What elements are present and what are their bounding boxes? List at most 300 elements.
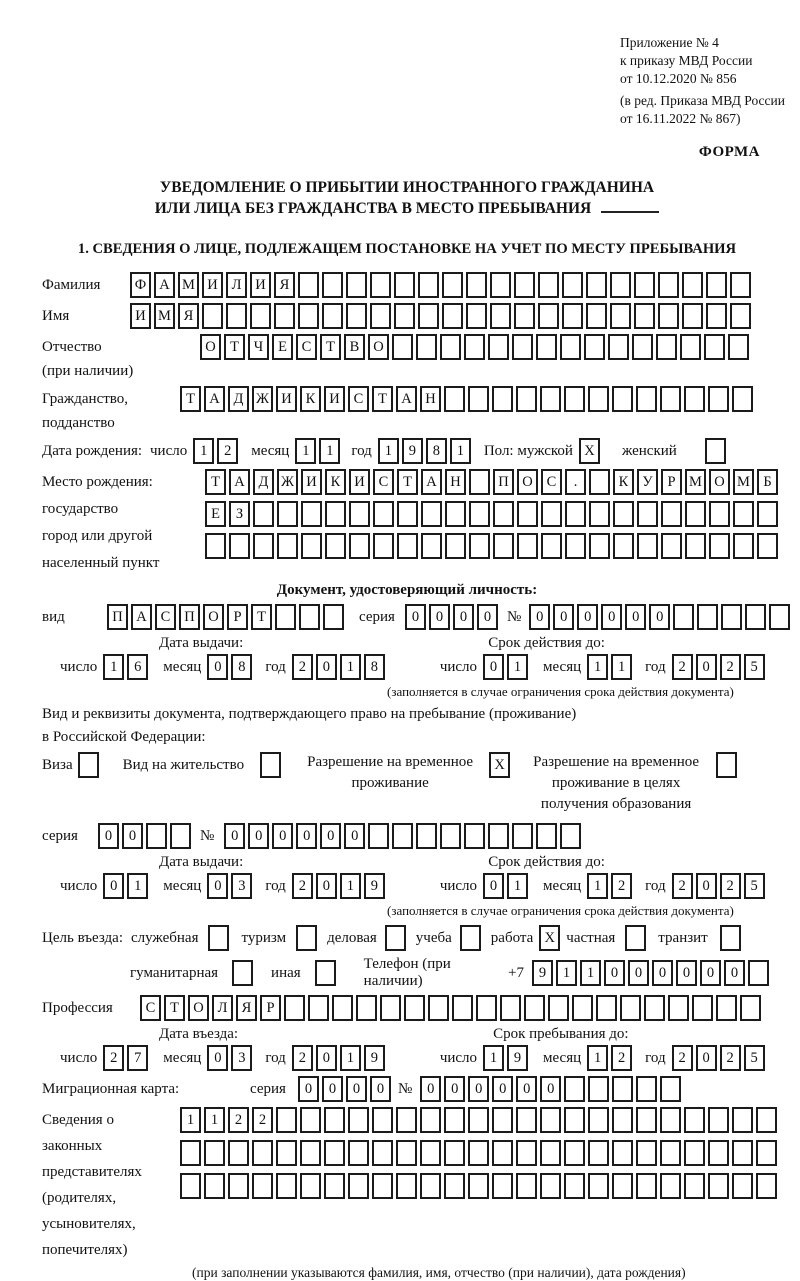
char-box[interactable] [229,533,250,559]
char-box[interactable] [588,1107,609,1133]
char-box[interactable] [277,533,298,559]
char-box[interactable]: 0 [322,1076,343,1102]
char-box[interactable] [466,272,487,298]
char-box[interactable]: 0 [483,873,504,899]
char-box[interactable] [396,1173,417,1199]
char-box[interactable] [588,386,609,412]
char-box[interactable]: 1 [193,438,214,464]
char-box[interactable]: С [296,334,317,360]
char-box[interactable] [468,1107,489,1133]
char-box[interactable]: 2 [720,1045,741,1071]
char-box[interactable] [708,386,729,412]
char-box[interactable] [250,303,271,329]
char-box[interactable] [492,386,513,412]
char-box[interactable] [658,303,679,329]
char-box[interactable] [277,501,298,527]
char-box[interactable]: 0 [248,823,269,849]
char-box[interactable] [685,533,706,559]
char-box[interactable] [466,303,487,329]
checkbox-purpose-business[interactable] [385,925,406,951]
char-box[interactable]: 1 [340,1045,361,1071]
char-box[interactable] [524,995,545,1021]
char-box[interactable]: 1 [378,438,399,464]
char-box[interactable] [682,272,703,298]
char-box[interactable] [709,501,730,527]
char-box[interactable]: 0 [207,654,228,680]
char-box[interactable] [572,995,593,1021]
char-box[interactable] [202,303,223,329]
char-box[interactable]: 3 [231,1045,252,1071]
char-box[interactable]: 5 [744,1045,765,1071]
char-box[interactable] [660,1107,681,1133]
char-box[interactable] [733,533,754,559]
char-box[interactable]: 2 [292,654,313,680]
char-box[interactable] [538,303,559,329]
char-box[interactable]: 0 [420,1076,441,1102]
char-box[interactable] [372,1173,393,1199]
char-box[interactable] [373,501,394,527]
char-box[interactable] [728,334,749,360]
char-box[interactable] [588,1140,609,1166]
char-box[interactable] [540,386,561,412]
char-box[interactable] [661,501,682,527]
checkbox-visa[interactable] [78,752,99,778]
char-box[interactable]: 0 [320,823,341,849]
char-box[interactable] [228,1173,249,1199]
char-box[interactable]: Т [397,469,418,495]
char-box[interactable]: 1 [507,873,528,899]
char-box[interactable]: 2 [292,1045,313,1071]
char-box[interactable] [608,334,629,360]
char-box[interactable]: 1 [340,873,361,899]
char-box[interactable]: О [188,995,209,1021]
char-box[interactable]: 0 [529,604,550,630]
char-box[interactable] [170,823,191,849]
char-box[interactable] [488,334,509,360]
char-box[interactable] [684,1173,705,1199]
char-box[interactable]: С [348,386,369,412]
char-box[interactable]: М [685,469,706,495]
char-box[interactable] [324,1173,345,1199]
char-box[interactable]: А [204,386,225,412]
char-box[interactable] [757,533,778,559]
char-box[interactable] [745,604,766,630]
char-box[interactable] [464,823,485,849]
char-box[interactable] [428,995,449,1021]
char-box[interactable]: Я [178,303,199,329]
char-box[interactable]: 0 [344,823,365,849]
char-box[interactable] [756,1173,777,1199]
char-box[interactable] [682,303,703,329]
char-box[interactable]: 1 [580,960,601,986]
char-box[interactable]: М [154,303,175,329]
char-box[interactable]: О [709,469,730,495]
char-box[interactable] [300,1140,321,1166]
char-box[interactable] [709,533,730,559]
char-box[interactable] [612,1173,633,1199]
char-box[interactable] [346,303,367,329]
char-box[interactable]: 0 [724,960,745,986]
char-box[interactable] [732,1140,753,1166]
char-box[interactable] [469,533,490,559]
char-box[interactable]: П [107,604,128,630]
char-box[interactable] [492,1140,513,1166]
char-box[interactable] [180,1173,201,1199]
char-box[interactable] [564,386,585,412]
char-box[interactable] [226,303,247,329]
char-box[interactable]: Ч [248,334,269,360]
char-box[interactable] [322,303,343,329]
char-box[interactable] [588,1076,609,1102]
char-box[interactable]: 0 [453,604,474,630]
char-box[interactable]: 2 [672,654,693,680]
char-box[interactable]: 0 [272,823,293,849]
char-box[interactable] [536,334,557,360]
char-box[interactable] [637,533,658,559]
char-box[interactable]: Ж [277,469,298,495]
char-box[interactable] [560,823,581,849]
char-box[interactable]: В [344,334,365,360]
char-box[interactable] [468,1140,489,1166]
char-box[interactable] [514,272,535,298]
char-box[interactable] [444,1173,465,1199]
char-box[interactable] [490,303,511,329]
char-box[interactable] [589,469,610,495]
char-box[interactable] [680,334,701,360]
char-box[interactable]: 0 [696,1045,717,1071]
char-box[interactable]: 9 [364,873,385,899]
char-box[interactable] [512,823,533,849]
char-box[interactable] [349,533,370,559]
char-box[interactable]: 0 [103,873,124,899]
char-box[interactable] [516,1140,537,1166]
char-box[interactable] [516,1107,537,1133]
char-box[interactable] [396,1107,417,1133]
checkbox-gender-female[interactable] [705,438,726,464]
char-box[interactable] [442,272,463,298]
checkbox-purpose-humanitarian[interactable] [232,960,253,986]
char-box[interactable] [684,1140,705,1166]
char-box[interactable] [420,1173,441,1199]
char-box[interactable]: И [130,303,151,329]
char-box[interactable]: 1 [556,960,577,986]
char-box[interactable] [732,386,753,412]
char-box[interactable] [356,995,377,1021]
char-box[interactable] [416,334,437,360]
char-box[interactable] [276,1107,297,1133]
char-box[interactable] [493,533,514,559]
char-box[interactable] [488,823,509,849]
char-box[interactable] [322,272,343,298]
char-box[interactable] [180,1140,201,1166]
char-box[interactable]: 2 [252,1107,273,1133]
char-box[interactable]: 6 [127,654,148,680]
char-box[interactable] [325,533,346,559]
char-box[interactable]: Т [320,334,341,360]
char-box[interactable]: 0 [553,604,574,630]
char-box[interactable]: 0 [540,1076,561,1102]
char-box[interactable]: 0 [483,654,504,680]
char-box[interactable]: О [200,334,221,360]
char-box[interactable] [538,272,559,298]
char-box[interactable] [732,1107,753,1133]
char-box[interactable]: И [324,386,345,412]
char-box[interactable] [536,823,557,849]
char-box[interactable]: 0 [98,823,119,849]
char-box[interactable] [445,533,466,559]
char-box[interactable] [769,604,790,630]
char-box[interactable]: 0 [405,604,426,630]
char-box[interactable] [298,272,319,298]
char-box[interactable] [660,1140,681,1166]
char-box[interactable] [636,386,657,412]
char-box[interactable]: 0 [649,604,670,630]
char-box[interactable]: Т [164,995,185,1021]
char-box[interactable]: 0 [601,604,622,630]
char-box[interactable]: А [396,386,417,412]
char-box[interactable] [658,272,679,298]
char-box[interactable]: 0 [316,1045,337,1071]
checkbox-temp-permit-edu[interactable] [716,752,737,778]
char-box[interactable] [548,995,569,1021]
char-box[interactable]: 0 [444,1076,465,1102]
char-box[interactable]: А [154,272,175,298]
char-box[interactable]: Т [372,386,393,412]
char-box[interactable]: Е [205,501,226,527]
char-box[interactable] [684,386,705,412]
char-box[interactable] [301,533,322,559]
char-box[interactable]: И [202,272,223,298]
char-box[interactable] [708,1107,729,1133]
char-box[interactable] [373,533,394,559]
char-box[interactable] [205,533,226,559]
char-box[interactable]: 0 [477,604,498,630]
char-box[interactable]: 0 [676,960,697,986]
char-box[interactable] [636,1140,657,1166]
char-box[interactable] [397,533,418,559]
char-box[interactable] [348,1140,369,1166]
char-box[interactable]: 3 [231,873,252,899]
char-box[interactable]: 1 [587,1045,608,1071]
char-box[interactable]: 0 [296,823,317,849]
char-box[interactable]: 0 [696,654,717,680]
char-box[interactable] [730,303,751,329]
char-box[interactable] [421,501,442,527]
char-box[interactable] [396,1140,417,1166]
char-box[interactable] [420,1107,441,1133]
char-box[interactable]: 0 [696,873,717,899]
char-box[interactable]: 1 [450,438,471,464]
char-box[interactable]: К [613,469,634,495]
char-box[interactable]: 2 [292,873,313,899]
char-box[interactable] [733,501,754,527]
char-box[interactable] [620,995,641,1021]
char-box[interactable]: 1 [319,438,340,464]
char-box[interactable]: П [179,604,200,630]
char-box[interactable]: И [276,386,297,412]
char-box[interactable]: 0 [346,1076,367,1102]
char-box[interactable] [418,303,439,329]
checkbox-purpose-work[interactable]: X [539,925,560,951]
char-box[interactable] [660,1173,681,1199]
char-box[interactable]: Н [445,469,466,495]
char-box[interactable] [228,1140,249,1166]
char-box[interactable] [416,823,437,849]
char-box[interactable] [252,1173,273,1199]
char-box[interactable] [452,995,473,1021]
char-box[interactable]: 0 [516,1076,537,1102]
char-box[interactable] [274,303,295,329]
char-box[interactable] [372,1140,393,1166]
char-box[interactable] [284,995,305,1021]
char-box[interactable] [517,533,538,559]
checkbox-temp-permit[interactable]: X [489,752,510,778]
char-box[interactable] [301,501,322,527]
char-box[interactable]: 0 [492,1076,513,1102]
char-box[interactable] [565,533,586,559]
char-box[interactable] [560,334,581,360]
char-box[interactable]: 0 [370,1076,391,1102]
char-box[interactable]: 8 [364,654,385,680]
char-box[interactable] [740,995,761,1021]
char-box[interactable]: 8 [231,654,252,680]
char-box[interactable] [596,995,617,1021]
char-box[interactable]: Л [226,272,247,298]
char-box[interactable]: О [368,334,389,360]
char-box[interactable] [445,501,466,527]
char-box[interactable] [636,1107,657,1133]
char-box[interactable] [421,533,442,559]
char-box[interactable]: Н [420,386,441,412]
char-box[interactable] [464,334,485,360]
char-box[interactable]: 1 [295,438,316,464]
char-box[interactable] [541,501,562,527]
char-box[interactable]: Д [253,469,274,495]
char-box[interactable]: Д [228,386,249,412]
char-box[interactable] [420,1140,441,1166]
char-box[interactable] [468,386,489,412]
char-box[interactable] [757,501,778,527]
char-box[interactable] [644,995,665,1021]
char-box[interactable] [564,1107,585,1133]
char-box[interactable] [380,995,401,1021]
char-box[interactable] [324,1107,345,1133]
char-box[interactable] [661,533,682,559]
char-box[interactable]: 0 [316,654,337,680]
checkbox-purpose-transit[interactable] [720,925,741,951]
char-box[interactable] [440,334,461,360]
char-box[interactable] [275,604,296,630]
char-box[interactable] [492,1173,513,1199]
checkbox-purpose-private[interactable] [625,925,646,951]
char-box[interactable] [610,303,631,329]
char-box[interactable]: . [565,469,586,495]
char-box[interactable]: Я [274,272,295,298]
char-box[interactable]: 1 [127,873,148,899]
checkbox-purpose-tourism[interactable] [296,925,317,951]
char-box[interactable] [564,1140,585,1166]
char-box[interactable]: 0 [298,1076,319,1102]
checkbox-gender-male[interactable]: X [579,438,600,464]
char-box[interactable]: И [250,272,271,298]
char-box[interactable] [732,1173,753,1199]
checkbox-purpose-other[interactable] [315,960,336,986]
char-box[interactable]: С [155,604,176,630]
char-box[interactable] [324,1140,345,1166]
char-box[interactable] [584,334,605,360]
char-box[interactable]: 2 [611,1045,632,1071]
char-box[interactable] [540,1173,561,1199]
char-box[interactable]: 0 [577,604,598,630]
char-box[interactable] [612,386,633,412]
char-box[interactable] [721,604,742,630]
char-box[interactable]: 1 [587,654,608,680]
char-box[interactable] [252,1140,273,1166]
char-box[interactable] [323,604,344,630]
char-box[interactable] [253,501,274,527]
char-box[interactable] [392,823,413,849]
char-box[interactable] [370,303,391,329]
char-box[interactable] [612,1140,633,1166]
char-box[interactable] [697,604,718,630]
char-box[interactable] [444,1140,465,1166]
char-box[interactable]: К [325,469,346,495]
char-box[interactable]: А [421,469,442,495]
char-box[interactable] [586,272,607,298]
char-box[interactable]: 9 [402,438,423,464]
char-box[interactable] [708,1173,729,1199]
char-box[interactable]: Р [227,604,248,630]
char-box[interactable] [517,501,538,527]
char-box[interactable]: О [203,604,224,630]
char-box[interactable] [476,995,497,1021]
char-box[interactable] [632,334,653,360]
char-box[interactable] [685,501,706,527]
char-box[interactable] [325,501,346,527]
char-box[interactable] [637,501,658,527]
char-box[interactable]: 1 [204,1107,225,1133]
char-box[interactable]: С [373,469,394,495]
char-box[interactable]: З [229,501,250,527]
char-box[interactable]: 2 [611,873,632,899]
char-box[interactable] [541,533,562,559]
char-box[interactable]: 2 [672,873,693,899]
char-box[interactable]: 0 [604,960,625,986]
char-box[interactable] [540,1107,561,1133]
char-box[interactable] [394,272,415,298]
char-box[interactable]: 1 [483,1045,504,1071]
char-box[interactable] [372,1107,393,1133]
char-box[interactable] [660,386,681,412]
char-box[interactable]: О [517,469,538,495]
char-box[interactable] [392,334,413,360]
char-box[interactable] [490,272,511,298]
char-box[interactable]: Е [272,334,293,360]
char-box[interactable] [704,334,725,360]
char-box[interactable] [300,1107,321,1133]
char-box[interactable]: Б [757,469,778,495]
char-box[interactable] [610,272,631,298]
checkbox-purpose-official[interactable] [208,925,229,951]
char-box[interactable]: У [637,469,658,495]
char-box[interactable] [444,1107,465,1133]
char-box[interactable] [394,303,415,329]
char-box[interactable]: 0 [468,1076,489,1102]
char-box[interactable]: Ж [252,386,273,412]
char-box[interactable]: М [733,469,754,495]
char-box[interactable] [730,272,751,298]
char-box[interactable] [588,1173,609,1199]
